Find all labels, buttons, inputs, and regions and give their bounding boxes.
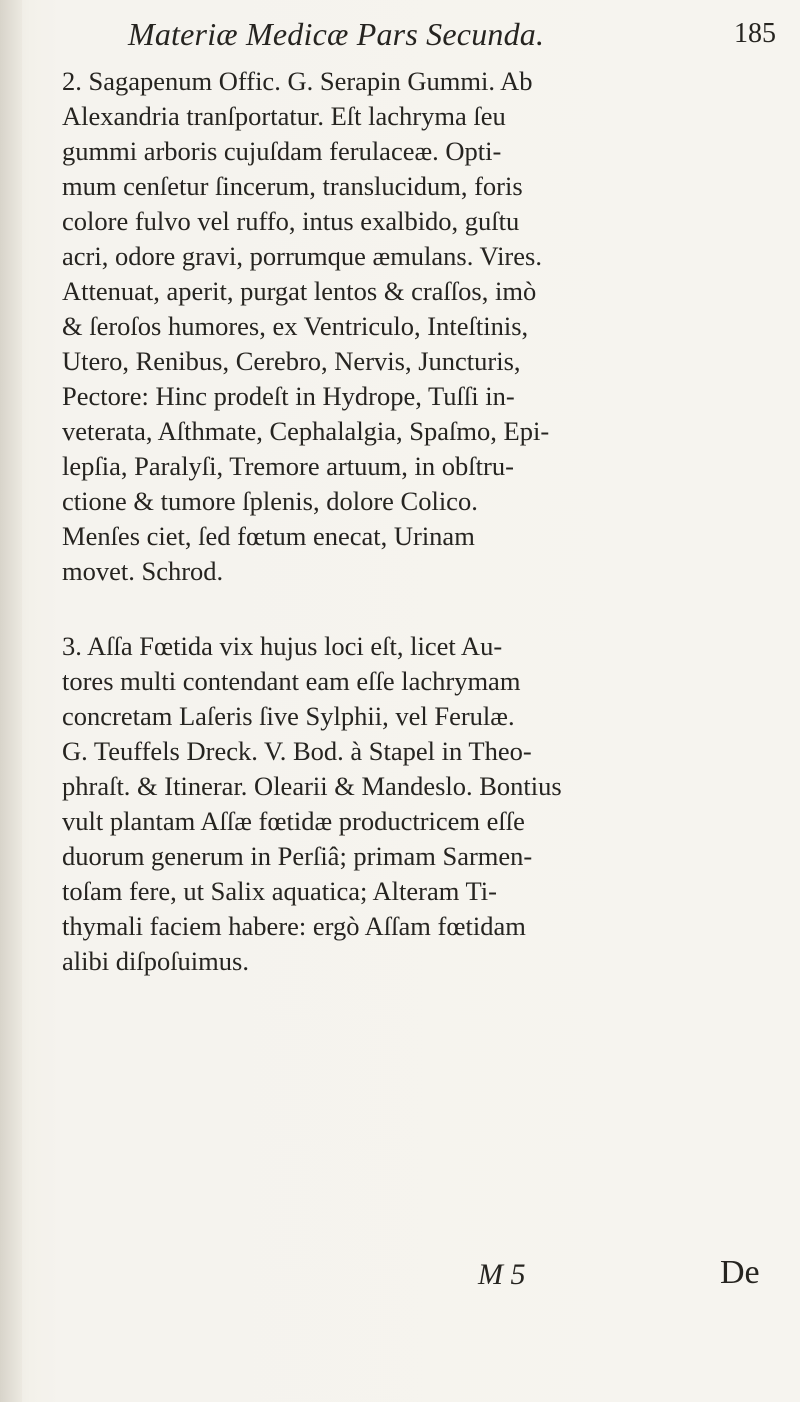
text-line: concretam Laſeris ſive Sylphii, vel Ferulæ. xyxy=(62,701,515,731)
signature-mark: M 5 xyxy=(478,1258,526,1291)
text-line: lepſia, Paralyſi, Tremore artuum, in obſtru- xyxy=(62,451,514,481)
text-line: gummi arboris cujuſdam ferulaceæ. Opti- xyxy=(62,136,502,166)
text-line: vult plantam Aſſæ fœtidæ productricem eſſe xyxy=(62,806,525,836)
page-footer xyxy=(0,1252,800,1312)
text-line: acri, odore gravi, porrumque æmulans. Vires. xyxy=(62,241,542,271)
text-line: & ſeroſos humores, ex Ventriculo, Inteſtinis, xyxy=(62,311,529,341)
text-block xyxy=(62,64,762,979)
paragraph-sagapenum xyxy=(62,64,762,589)
text-line: thymali faciem habere: ergò Aſſam fœtidam xyxy=(62,911,526,941)
paragraph-assa-foetida xyxy=(62,629,762,979)
catchword: De xyxy=(720,1254,760,1291)
text-line: 3. Aſſa Fœtida vix hujus loci eſt, licet Au- xyxy=(62,631,503,661)
running-head-title: Materiæ Medicæ Pars Secunda. xyxy=(128,16,545,52)
text-line: tores multi contendant eam eſſe lachrymam xyxy=(62,666,521,696)
text-line: Utero, Renibus, Cerebro, Nervis, Juncturis, xyxy=(62,346,521,376)
text-line: movet. Schrod. xyxy=(62,556,224,586)
binding-gutter xyxy=(0,0,22,1402)
text-line: G. Teuffels Dreck. V. Bod. à Stapel in Theo- xyxy=(62,736,532,766)
text-line: colore fulvo vel ruffo, intus exalbido, guſtu xyxy=(62,206,520,236)
text-line: 2. Sagapenum Offic. G. Serapin Gummi. Ab xyxy=(62,66,533,96)
paragraph-gap xyxy=(62,589,762,629)
page-number: 185 xyxy=(734,18,776,49)
text-line: duorum generum in Perſiâ; primam Sarmen- xyxy=(62,841,533,871)
text-line: Alexandria tranſportatur. Eſt lachryma ſeu xyxy=(62,101,506,131)
text-line: alibi diſpoſuimus. xyxy=(62,946,249,976)
text-line: mum cenſetur ſincerum, translucidum, foris xyxy=(62,171,523,201)
text-line: toſam fere, ut Salix aquatica; Alteram Ti- xyxy=(62,876,497,906)
running-head xyxy=(0,14,800,64)
text-line: Pectore: Hinc prodeſt in Hydrope, Tuſſi in- xyxy=(62,381,515,411)
text-line: Menſes ciet, ſed fœtum enecat, Urinam xyxy=(62,521,475,551)
text-line: Attenuat, aperit, purgat lentos & craſſos, imò xyxy=(62,276,537,306)
text-line: ctione & tumore ſplenis, dolore Colico. xyxy=(62,486,478,516)
text-line: veterata, Aſthmate, Cephalalgia, Spaſmo, Epi- xyxy=(62,416,550,446)
text-line: phraſt. & Itinerar. Olearii & Mandeslo. Bontius xyxy=(62,771,562,801)
